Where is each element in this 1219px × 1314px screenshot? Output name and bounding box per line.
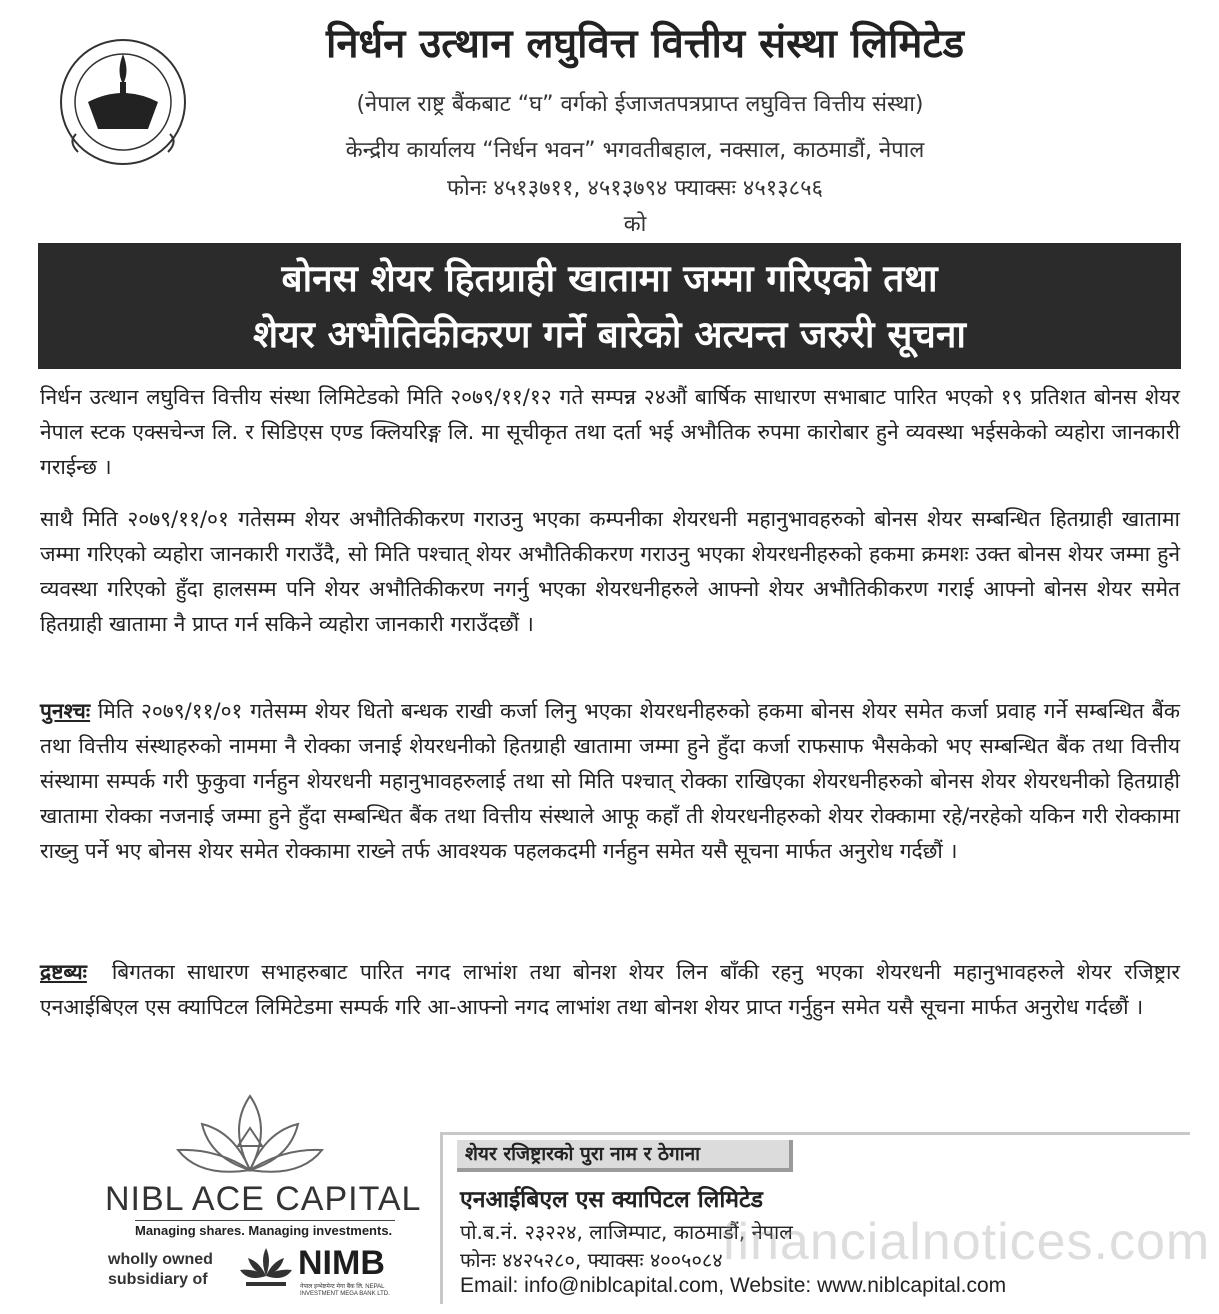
notice-title-banner <box>38 243 1181 369</box>
registrar-address: पो.ब.नं. २३२२४, लाजिम्पाट, काठमाडौं, नेपाल <box>460 1220 793 1244</box>
paragraph-3-text: मिति २०७९/११/०१ गतेसम्म शेयर धितो बन्धक राखी कर्जा लिनु भएका शेयरधनीहरुको हकमा बोनस शेयर समेत कर्जा प्रवाह गर्ने सम्बन्धित बैंक तथा वित्तीय संस्थाहरुको नाममा नै रोक्का जनाई शेयरधनीको हितग्राही खातामा जम्मा हुने हुँदा कर्जा राफसाफ भैसकेको भए सम्बन्धित बैंक तथा वित्तीय संस्थामा सम्पर्क गरी फुकुवा गर्नहुन शेयरधनी महानुभावहरुलाई तथा सो मिति पश्चात् रोक्का राखिएका शेयरधनीहरुको बोनस शेयर शेयरधनीको हितग्राही खातामा रोक्का नजनाई जम्मा हुने हुँदा सम्बन्धित बैंक तथा वित्तीय संस्थाले आफू कहाँ ती शेयरधनीहरुको शेयर रोक्कामा रहे/नरहेको यकिन गरी रोक्कामा राख्नु पर्ने भए बोनस शेयर समेत रोक्कामा राख्ने तर्फ आवश्यक पहलकदमी गर्नहुन समेत यसै सूचना मार्फत अनुरोध गर्दछौं । <box>40 699 1180 863</box>
watermark: financialnotices.com <box>722 1213 1211 1271</box>
paragraph-4-text: बिगतका साधारण सभाहरुबाट पारित नगद लाभांश तथा बोनश शेयर लिन बाँकी रहनु भएका शेयरधनी महानुभावहरुले शेयर रजिष्ट्रार एनआईबिएल एस क्यापिटल लिमिटेडमा सम्पर्क गरि आ-आफ्नो नगद लाभांश तथा बोनश शेयर प्राप्त गर्नुहुन समेत यसै सूचना मार्फत अनुरोध गर्दछौं । <box>40 960 1180 1019</box>
notice-title-line-1: बोनस शेयर हितग्राही खातामा जम्मा गरिएको तथा <box>281 257 938 300</box>
organization-office-address: केन्द्रीय कार्यालय “निर्धन भवन” भगवतीबहाल, नक्साल, काठमाडौं, नेपाल <box>345 138 925 163</box>
lamp-emblem-icon <box>48 34 198 174</box>
registrar-heading: शेयर रजिष्ट्रारको पुरा नाम र ठेगाना <box>457 1140 793 1172</box>
registrar-phone: फोनः ४४२५२८०, फ्याक्सः ४००५०८४ <box>460 1248 723 1272</box>
nimb-logo-text: NIMB <box>298 1244 385 1282</box>
paragraph-3 <box>40 694 1180 869</box>
notice-title-line-2: शेयर अभौतिकीकरण गर्ने बारेको अत्यन्त जरुरी सूचना <box>253 313 966 356</box>
registrar-name: एनआईबिएल एस क्यापिटल लिमिटेड <box>460 1187 763 1213</box>
paragraph-4 <box>40 955 1180 1025</box>
organization-phone: फोनः ४५१३७११, ४५१३७९४ फ्याक्सः ४५१३८५६ <box>447 176 823 201</box>
nibl-ace-capital-name: NIBL ACE CAPITAL <box>105 1180 422 1218</box>
nibl-tagline: Managing shares. Managing investments. <box>135 1220 395 1238</box>
nimb-full-name: नेपाल इन्भेष्टमेन्ट मेगा बैंक लि. NEPAL INVESTMENT MEGA BANK LTD. <box>300 1284 390 1297</box>
nimb-lotus-icon <box>238 1246 294 1290</box>
registrar-contact: Email: info@niblcapital.com, Website: www.niblcapital.com <box>460 1274 1007 1297</box>
paragraph-1: निर्धन उत्थान लघुवित्त वित्तीय संस्था लिमिटेडको मिति २०७९/११/१२ गते सम्पन्न २४औं बार्षिक साधारण सभाबाट पारित भएको १९ प्रतिशत बोनस शेयर नेपाल स्टक एक्सचेन्ज लि. र सिडिएस एण्ड क्लियरिङ्ग लि. मा सूचीकृत तथा दर्ता भई अभौतिक रुपमा कारोबार हुने व्यवस्था भईसकेको व्यहोरा जानकारी गराईन्छ । <box>40 385 1180 479</box>
organization-name: निर्धन उत्थान लघुवित्त वित्तीय संस्था लिमिटेड <box>325 21 965 67</box>
organization-ko: को <box>623 212 647 237</box>
paragraph-2: साथै मिति २०७९/११/०१ गतेसम्म शेयर अभौतिकीकरण गराउनु भएका कम्पनीका शेयरधनी महानुभावहरुको बोनस शेयर सम्बन्धित हितग्राही खातामा जम्मा गरिएको व्यहोरा जानकारी गराउँदै, सो मिति पश्चात् शेयर अभौतिकीकरण गराउनु भएका शेयरधनीहरुको हकमा क्रमशः उक्त बोनस शेयर जम्मा हुने व्यवस्था गरिएको हुँदा हालसम्म पनि शेयर अभौतिकीकरण नगर्नु भएका शेयरधनीहरुले आफ्नो शेयर अभौतिकीकरण गराई आफ्नो बोनस शेयर समेत हितग्राही खातामा नै प्राप्त गर्न सकिने व्यहोरा जानकारी गराउँदछौं । <box>40 507 1180 636</box>
paragraph-3-lead: पुनश्चः <box>40 699 91 723</box>
wholly-owned-label: wholly owned subsidiary of <box>108 1251 213 1288</box>
organization-license-note: (नेपाल राष्ट्र बैंकबाट “घ” वर्गको ईजाजतपत्रप्राप्त लघुवित्त वित्तीय संस्था) <box>356 92 924 117</box>
paragraph-4-lead: द्रष्टब्यः <box>40 960 87 984</box>
